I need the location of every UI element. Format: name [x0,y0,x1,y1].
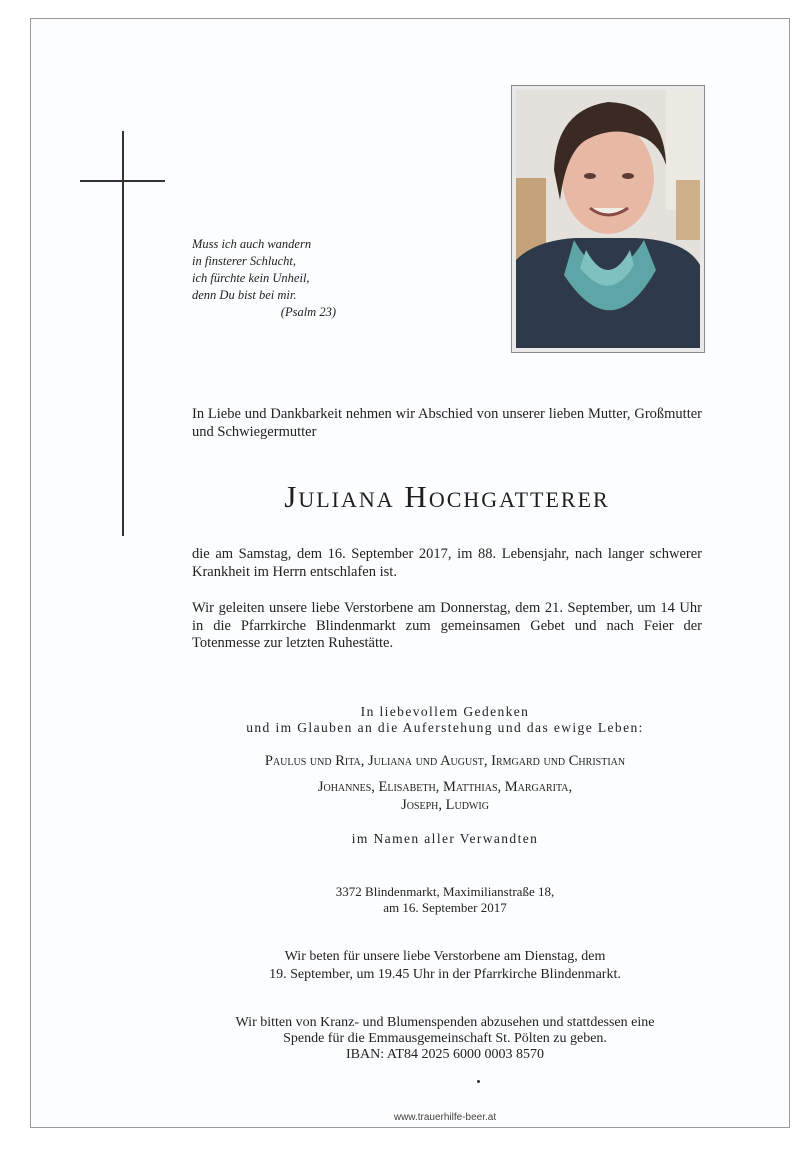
cross-vertical-bar [122,131,124,536]
notice-date: am 16. September 2017 [383,900,507,915]
website-link[interactable]: www.trauerhilfe-beer.at [393,1112,497,1123]
prayer-line-2: 19. September, um 19.45 Uhr in der Pfarrkirche Blindenmarkt. [269,967,621,982]
address-text: 3372 Blindenmarkt, Maximilianstraße 18, [335,884,555,899]
deceased-name: Juliana Hochgatterer [284,479,610,514]
intro-text: In Liebe und Dankbarkeit nehmen wir Abschied von unserer lieben Mutter, Großmutter und Schwiegermutter [192,406,702,440]
portrait-illustration [516,90,700,348]
memory-line-2: und im Glauben an die Auferstehung und das ewige Leben: [246,720,644,735]
family-line-1: Paulus und Rita, Juliana und August, Irmgard und Christian [264,753,626,769]
psalm-line: denn Du bist bei mir. [192,288,297,302]
dot-mark [477,1080,480,1083]
psalm-line: ich fürchte kein Unheil, [192,271,310,285]
memory-line-1: In liebevollem Gedenken [360,704,530,719]
psalm-reference: (Psalm 23) [280,305,336,319]
cross-horizontal-bar [80,180,165,182]
psalm-line: Muss ich auch wandern [192,237,312,251]
family-line-3: Joseph, Ludwig [401,797,489,813]
family-line-2: Johannes, Elisabeth, Matthias, Margarita, [317,779,573,795]
portrait-photo [516,90,700,348]
psalm-quote [192,236,352,321]
on-behalf-text: im Namen aller Verwandten [351,831,539,846]
death-text: die am Samstag, dem 16. September 2017, im 88. Lebensjahr, nach langer schwerer Krankheit im Herrn entschlafen ist. [192,546,702,580]
donation-line-2: Spende für die Emmausgemeinschaft St. Pölten zu geben. [283,1031,607,1046]
psalm-line: in finsterer Schlucht, [192,254,297,268]
donation-iban: IBAN: AT84 2025 6000 0003 8570 [346,1047,544,1062]
portrait-frame [511,85,705,353]
prayer-line-1: Wir beten für unsere liebe Verstorbene am Dienstag, dem [284,949,606,964]
funeral-text: Wir geleiten unsere liebe Verstorbene am Donnerstag, dem 21. September, um 14 Uhr in die Pfarrkirche Blindenmarkt zum gemeinsamen Gebet und nach Feier der Totenmesse zur letzten Ruhestätte. [192,600,702,651]
donation-line-1: Wir bitten von Kranz- und Blumenspenden abzusehen und stattdessen eine [235,1015,655,1030]
